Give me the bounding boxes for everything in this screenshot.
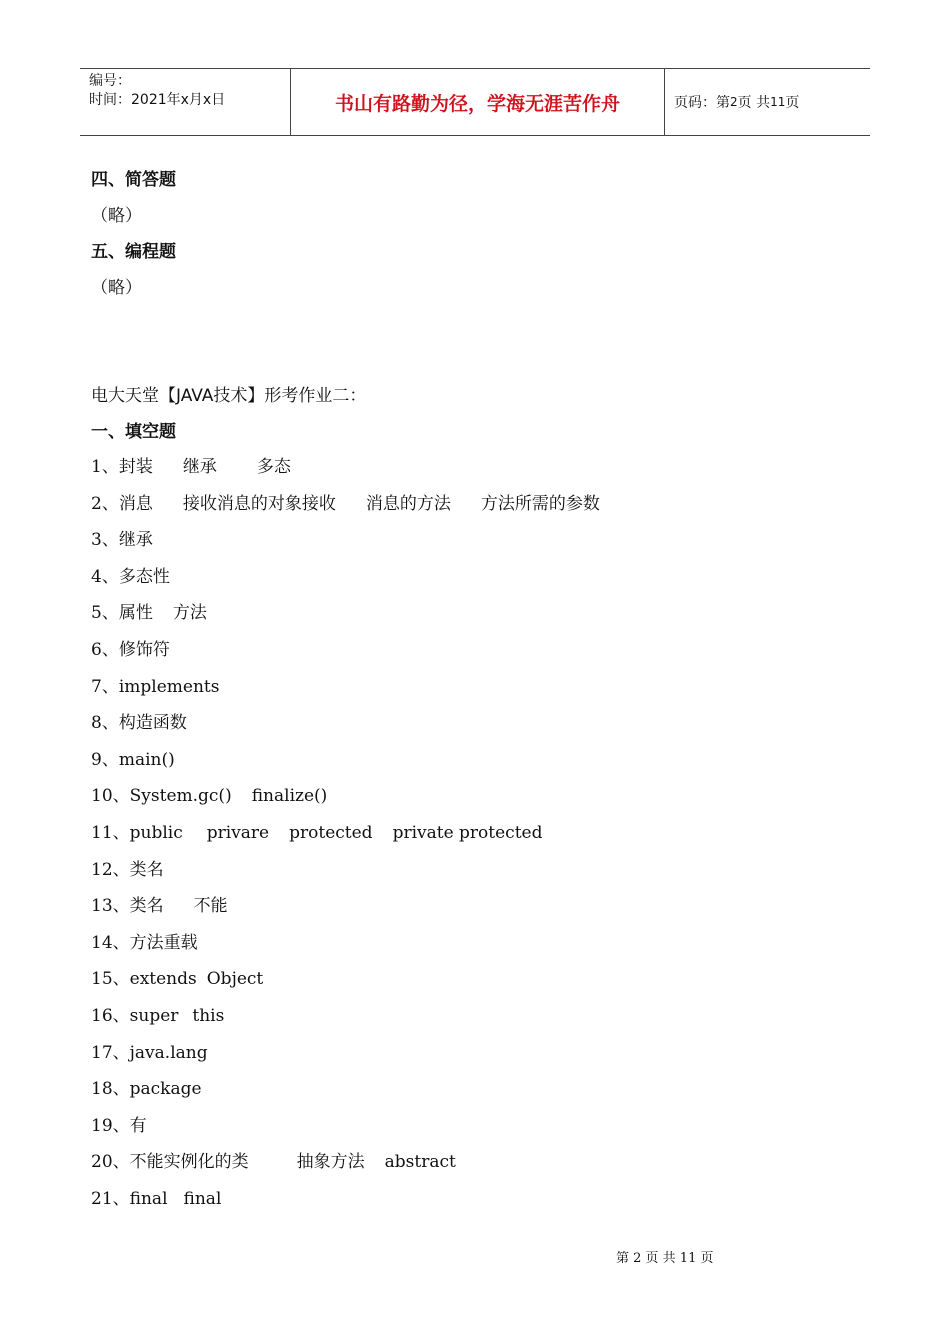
answer-text: 继承	[182, 457, 217, 477]
answer-text: super	[129, 1006, 179, 1026]
section-4-body: （略）	[91, 206, 142, 226]
answer-text: 类名	[129, 859, 164, 880]
answer-number: 16、	[91, 1006, 130, 1026]
answer-text: 继承	[118, 530, 153, 551]
answer-item	[91, 895, 228, 917]
answer-text: public	[129, 823, 183, 843]
answer-text: 抽象方法	[296, 1152, 365, 1173]
answer-text: final	[129, 1189, 168, 1209]
answer-item	[91, 566, 170, 588]
answer-item	[91, 529, 153, 551]
answer-text: 方法所需的参数	[480, 493, 600, 514]
page-number: 2	[730, 95, 738, 109]
answer-text: protected	[289, 823, 373, 843]
answer-number: 6、	[91, 640, 119, 660]
answer-number: 4、	[91, 566, 119, 587]
answer-number: 14、	[91, 932, 130, 953]
answer-number: 8、	[91, 713, 119, 734]
answer-item	[91, 749, 175, 771]
answer-text: 属性	[118, 603, 153, 624]
answer-text: System.gc()	[129, 786, 232, 807]
section-5-title: 五、编程题	[91, 242, 176, 262]
answer-text: 构造函数	[118, 713, 187, 734]
answer-text: 消息的方法	[365, 493, 451, 514]
answer-text: 方法重载	[129, 932, 198, 953]
answer-text: abstract	[384, 1152, 456, 1173]
answer-item	[91, 822, 542, 844]
page-suffix: 页	[785, 95, 800, 111]
header-motto: 书山有路勤为径，学海无涯苦作舟	[290, 69, 665, 135]
answer-text: 接收消息的对象接收	[182, 493, 336, 514]
section-1-title: 一、填空题	[91, 422, 176, 442]
answer-text: 多态	[256, 457, 291, 477]
answer-item	[91, 1042, 208, 1064]
answer-text: privare	[206, 823, 270, 843]
answer-number: 12、	[91, 859, 130, 880]
answer-number: 7、	[91, 676, 119, 697]
answer-text: package	[129, 1079, 202, 1100]
time-label: 时间：2021年x月x日	[89, 92, 226, 108]
answer-text: 类名	[129, 896, 164, 917]
answer-text: final	[183, 1189, 222, 1209]
section-4-title: 四、简答题	[91, 170, 176, 190]
answer-item	[91, 639, 170, 661]
answer-item	[91, 968, 263, 990]
answer-number: 3、	[91, 530, 119, 551]
header-page-info	[665, 69, 870, 135]
page-prefix: 页码：第	[674, 95, 730, 111]
answer-number: 18、	[91, 1079, 130, 1100]
answer-text: 修饰符	[118, 640, 170, 660]
answer-item	[91, 1188, 221, 1210]
answer-text: implements	[118, 676, 220, 697]
answer-number: 13、	[91, 896, 130, 917]
number-label: 编号：	[89, 73, 131, 89]
answer-number: 11、	[91, 823, 130, 843]
answer-item	[91, 932, 198, 954]
answer-text: 消息	[118, 493, 153, 514]
answer-number: 9、	[91, 749, 119, 770]
answer-text: 方法	[172, 603, 207, 624]
header-meta	[80, 69, 290, 135]
answer-text: extends	[129, 969, 197, 990]
answer-number: 1、	[91, 457, 119, 477]
answer-text: 多态性	[118, 566, 170, 587]
answer-text: 有	[129, 1115, 147, 1136]
answer-item	[91, 1115, 147, 1137]
answer-number: 21、	[91, 1189, 130, 1209]
answer-item	[91, 493, 600, 515]
answer-number: 20、	[91, 1152, 130, 1173]
answer-text: 不能	[193, 896, 228, 917]
page-footer: 第 2 页 共 11 页	[616, 1251, 714, 1266]
answer-item	[91, 1005, 224, 1027]
answer-text: 不能实例化的类	[129, 1152, 249, 1173]
answer-item	[91, 785, 327, 807]
answer-item	[91, 1078, 202, 1100]
page-total: 11	[770, 95, 786, 109]
answer-text: Object	[206, 969, 264, 990]
answer-number: 15、	[91, 969, 130, 990]
answer-number: 5、	[91, 603, 119, 624]
answer-item	[91, 1151, 456, 1173]
answer-number: 10、	[91, 786, 130, 807]
answer-item	[91, 712, 187, 734]
answer-number: 17、	[91, 1042, 130, 1063]
answer-item	[91, 859, 164, 881]
page-header	[80, 68, 870, 136]
answer-item	[91, 676, 219, 698]
section-5-body: （略）	[91, 278, 142, 298]
answer-text: finalize()	[251, 786, 328, 807]
answer-number: 2、	[91, 493, 119, 514]
answer-item	[91, 456, 291, 478]
answer-text: this	[192, 1006, 225, 1026]
homework-title: 电大天堂【JAVA技术】形考作业二：	[91, 386, 367, 406]
page-mid: 页 共	[737, 95, 771, 111]
answer-number: 19、	[91, 1115, 130, 1136]
answer-text: 封装	[118, 457, 153, 477]
answer-text: java.lang	[129, 1042, 208, 1063]
answer-text: main()	[118, 749, 175, 770]
answer-item	[91, 602, 207, 624]
answer-text: private protected	[392, 823, 543, 843]
